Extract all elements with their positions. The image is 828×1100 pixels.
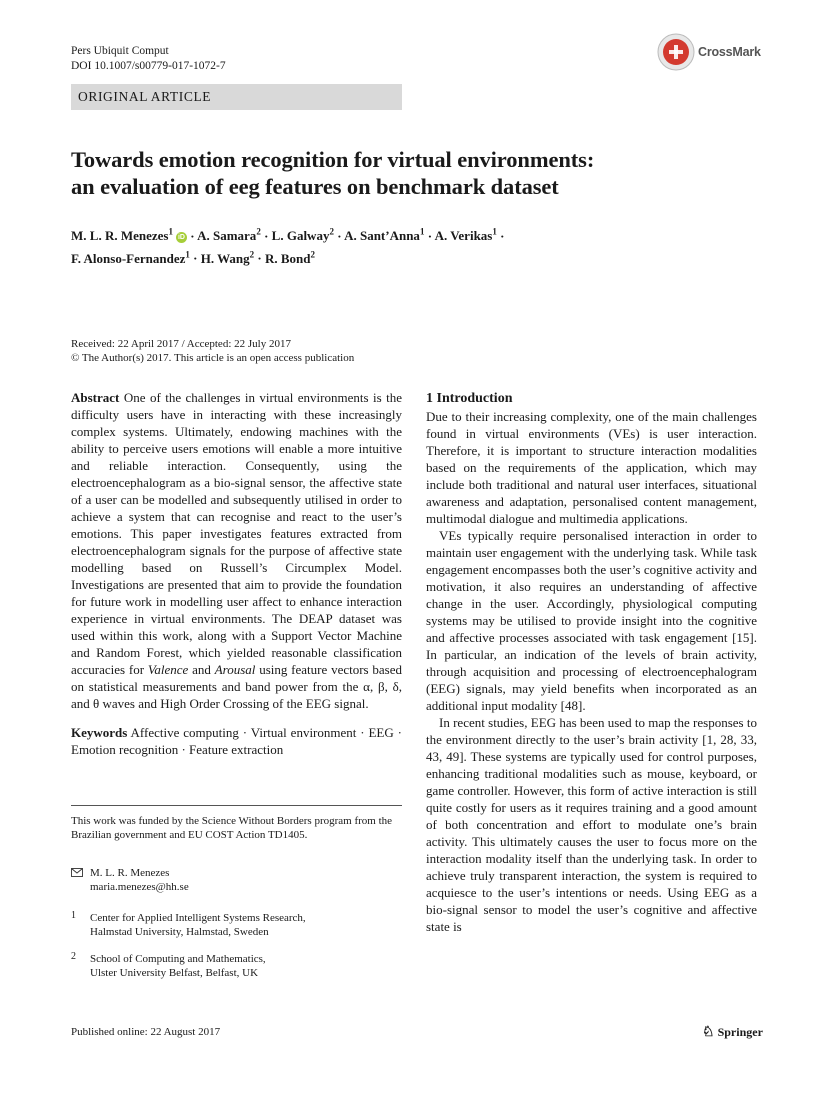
author[interactable]: L. Galway$^2$	[271, 227, 334, 244]
received-accepted-dates: Received: 22 April 2017 / Accepted: 22 July 2017	[71, 338, 291, 350]
copyright-notice: © The Author(s) 2017. This article is an open access publication	[71, 352, 355, 364]
left-column	[71, 389, 402, 758]
publisher-name: Springer	[717, 1025, 763, 1039]
springer-horse-icon: ♘	[702, 1025, 715, 1040]
intro-paragraph-3: In recent studies, EEG has been used to map the responses to the environment directly to the user’s brain activity [1, 28, 33, 43, 49]. These systems are typically used for control purposes, enhancing traditional modalities such as mouse, keyboard, or game controller. However, this form of active interaction is still quite costly for users as it requires training and a good amount of both concentration and effort to modulate one’s brain activity. This ultimately causes the user to focus more on the interaction modality itself than the underlying task. In order to achieve truly transparent interaction, the system is required to acquiesce to the user’s intentions or needs. Using EEG as a bio-signal sensor to model the user’s cognitive and affective state is	[426, 715, 757, 934]
envelope-icon	[71, 868, 85, 882]
affiliation-number: 1	[71, 910, 76, 921]
author-list: M. L. R. Menezes$^1$iD · A. Samara$^2$ · L. Galway$^2$ · A. Sant’Anna$^1$ · A. Verikas$^1$ · F. Alonso-Fernandez$^1$ · H. Wang$^2$ · R. Bond$^2$	[71, 227, 505, 266]
right-column	[426, 389, 757, 935]
abstract-label: Abstract	[71, 390, 120, 405]
footnote-divider	[71, 805, 402, 806]
affiliation-1: Center for Applied Intelligent Systems Research, Halmstad University, Halmstad, Sweden	[90, 912, 306, 938]
author[interactable]: H. Wang$^2$	[200, 249, 255, 266]
doi[interactable]: DOI 10.1007/s00779-017-1072-7	[71, 60, 226, 72]
funding-note: This work was funded by the Science Without Borders program from the Brazilian government and EU COST Action TD1405.	[71, 815, 393, 841]
author[interactable]: A. Samara$^2$	[197, 227, 261, 244]
article-type-banner: ORIGINAL ARTICLE	[71, 84, 402, 110]
publisher-logo[interactable]	[702, 1024, 763, 1041]
author[interactable]: F. Alonso-Fernandez$^1$	[71, 249, 190, 266]
keywords: Keywords Affective computing · Virtual environment · EEG · Emotion recognition · Feature extraction	[71, 725, 402, 757]
published-date: Published online: 22 August 2017	[71, 1026, 221, 1038]
crossmark-badge[interactable]	[657, 32, 767, 72]
crossmark-label: CrossMark	[698, 45, 761, 59]
intro-paragraph-1: Due to their increasing complexity, one of the main challenges found in virtual environments (VEs) is user interaction. Therefore, it is important to structure interaction modalities based on the requirements of the application, which may include both traditional and natural user interfaces, situational awareness and adaptation, personalised content management, multimodal dialogue and multimedia applications.	[426, 409, 757, 526]
crossmark-icon	[657, 33, 695, 71]
affiliation-number: 2	[71, 951, 76, 962]
title-line-2: an evaluation of eeg features on benchmark dataset	[71, 174, 559, 199]
keywords-label: Keywords	[71, 725, 128, 740]
affiliation-2: School of Computing and Mathematics, Ulster University Belfast, Belfast, UK	[90, 953, 266, 979]
orcid-icon[interactable]: iD	[177, 234, 185, 242]
journal-header	[71, 44, 226, 74]
section-heading-introduction: 1 Introduction	[426, 391, 513, 406]
title-line-1: Towards emotion recognition for virtual environments:	[71, 147, 595, 172]
intro-paragraph-2: VEs typically require personalised interaction in order to maintain user engagement with the underlying task. While task engagement encompasses both the user’s cognitive activity and motivation, it also requires an understanding of affective change in the user. Accordingly, physiological computing systems may be utilised to provide insight into the cognitive and affective processes associated with task engagement [15]. In particular, an indication of the levels of brain activity, through acquisition and processing of electroencephalogram (EEG) signals, may yield benefits when incorporated as an additional input modality [48].	[426, 528, 757, 713]
author[interactable]: M. L. R. Menezes$^1$	[71, 227, 173, 244]
abstract: Abstract One of the challenges in virtual environments is the difficulty users have in interacting with these increasingly complex systems. Ultimately, endowing machines with the ability to perceive users emotions will enable a more intuitive and reliable interaction. Consequently, using the electroencephalogram as a bio-signal sensor, the affective state of a user can be modelled and subsequently utilised in order to achieve a system that can recognise and react to the user’s emotions. This paper investigates features extracted from electroencephalogram signals for the purpose of affective state modelling based on Russell’s Circumplex Model. Investigations are presented that aim to provide the foundation for future work in modelling user affect to enhance interaction experience in virtual environments. The DEAP dataset was used within this work, along with a Support Vector Machine and Random Forest, which yielded reasonable classification accuracies for Valence and Arousal using feature vectors based on statistical measurements and band power from the α, β, δ, and θ waves and High Order Crossing of the EEG signal.	[71, 390, 403, 711]
correspondence-name: M. L. R. Menezes	[90, 867, 170, 879]
author[interactable]: A. Verikas$^1$	[434, 227, 497, 244]
author[interactable]: R. Bond$^2$	[264, 249, 315, 266]
journal-name: Pers Ubiquit Comput	[71, 45, 169, 57]
paper-title	[71, 146, 761, 200]
correspondence-email[interactable]: maria.menezes@hh.se	[90, 881, 189, 893]
correspondence	[90, 866, 402, 894]
author[interactable]: A. Sant’Anna$^1$	[344, 227, 425, 244]
article-history	[71, 337, 354, 365]
